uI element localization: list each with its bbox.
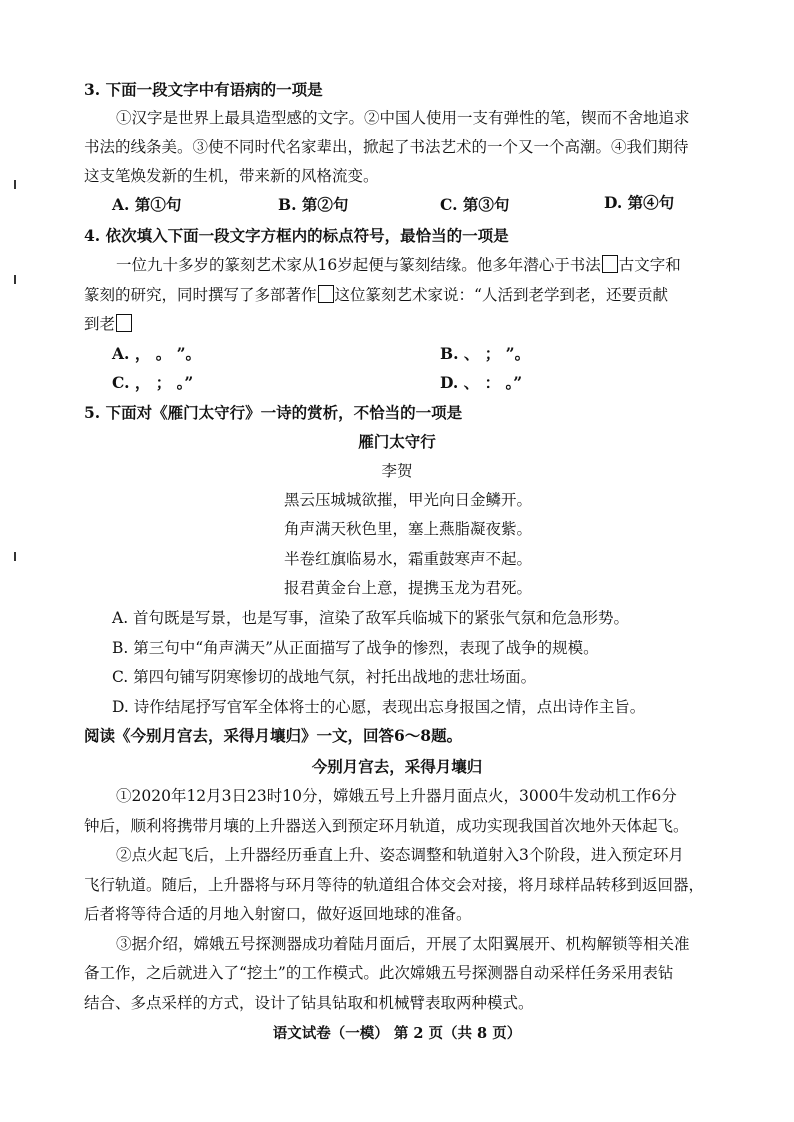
punctuation-blank-box <box>318 285 334 303</box>
reading-paragraph-line: 备工作，之后就进入了“挖土”的工作模式。此次嫦娥五号探测器自动采样任务采用表钻 <box>84 964 674 982</box>
q3-option-c: C. 第③句 <box>440 195 510 214</box>
q4-passage-line <box>84 314 133 334</box>
reading-intro: 阅读《今别月宫去，采得月壤归》一文，回答6～8题。 <box>84 726 463 745</box>
binding-mark <box>14 552 16 561</box>
q4-passage-line <box>84 285 668 305</box>
q4-option-c: C. ， ； 。” <box>112 373 194 392</box>
q4-passage-text: 古文字和 <box>618 256 681 274</box>
q4-passage-text: 一位九十多岁的篆刻艺术家从16岁起便与篆刻结缘。他多年潜心于书法 <box>116 256 601 274</box>
punctuation-blank-box <box>116 314 132 332</box>
binding-mark <box>14 180 16 189</box>
q5-option-b: B. 第三句中“角声满天”从正面描写了战争的惨烈，表现了战争的规模。 <box>112 639 599 657</box>
q3-stem: 3. 下面一段文字中有语病的一项是 <box>84 80 323 99</box>
q3-option-d: D. 第④句 <box>604 193 675 212</box>
reading-paragraph-line: 钟后，顺利将携带月壤的上升器送入到预定环月轨道，成功实现我国首次地外天体起飞。 <box>84 817 689 835</box>
reading-paragraph-line: ②点火起飞后，上升器经历垂直上升、姿态调整和轨道射入3个阶段，进入预定环月 <box>116 846 684 864</box>
reading-paragraph-line: 后者将等待合适的月地入射窗口，做好返回地球的准备。 <box>84 905 472 923</box>
reading-paragraph-line: 结合、多点采样的方式，设计了钻具钻取和机械臂表取两种模式。 <box>84 994 534 1012</box>
poem-line: 半卷红旗临易水，霜重鼓寒声不起。 <box>284 550 533 568</box>
q5-stem: 5. 下面对《雁门太守行》一诗的赏析，不恰当的一项是 <box>84 403 463 422</box>
q3-passage-line: 这支笔焕发新的生机，带来新的风格流变。 <box>84 167 379 185</box>
q4-passage-text: 篆刻的研究，同时撰写了多部著作 <box>84 286 317 304</box>
reading-paragraph-line: ③据介绍，嫦娥五号探测器成功着陆月面后，开展了太阳翼展开、机构解锁等相关准 <box>116 935 690 953</box>
binding-mark <box>14 275 16 284</box>
reading-paragraph-line: ①2020年12月3日23时10分，嫦娥五号上升器月面点火，3000牛发动机工作6分 <box>116 787 677 805</box>
poem-line: 角声满天秋色里，塞上燕脂凝夜紫。 <box>284 520 533 538</box>
reading-paragraph-line: 飞行轨道。随后，上升器将与环月等待的轨道组合体交会对接，将月球样品转移到返回器， <box>84 876 705 894</box>
page-footer: 语文试卷（一模） 第 2 页（共 8 页） <box>272 1025 522 1042</box>
q4-passage-text: 这位篆刻艺术家说：“人活到老学到老，还要贡献 <box>334 286 668 304</box>
reading-title: 今别月宫去，采得月壤归 <box>311 757 483 776</box>
q3-passage-line: 书法的线条美。③使不同时代名家辈出，掀起了书法艺术的一个又一个高潮。④我们期待 <box>84 138 689 156</box>
q3-option-b: B. 第②句 <box>278 195 349 214</box>
q5-option-a: A. 首句既是写景，也是写事，渲染了敌军兵临城下的紧张气氛和危急形势。 <box>112 609 630 627</box>
punctuation-blank-box <box>602 255 618 273</box>
poem-line: 黑云压城城欲摧，甲光向日金鳞开。 <box>284 491 533 509</box>
q3-passage-line: ①汉字是世界上最具造型感的文字。②中国人使用一支有弹性的笔，锲而不舍地追求 <box>116 109 690 127</box>
q5-option-d: D. 诗作结尾抒写官军全体将士的心愿，表现出忘身报国之情，点出诗作主旨。 <box>112 698 646 716</box>
poem-title: 雁门太守行 <box>358 432 436 451</box>
poem-line: 报君黄金台上意，提携玉龙为君死。 <box>284 579 533 597</box>
q4-option-d: D. 、 ： 。” <box>440 373 523 392</box>
q3-option-a: A. 第①句 <box>112 195 182 214</box>
q4-option-a: A. ， 。 ”。 <box>112 344 202 363</box>
q4-passage-text: 到老 <box>84 315 116 333</box>
poem-author: 李贺 <box>381 462 413 480</box>
q4-passage-line <box>116 255 681 275</box>
q4-option-b: B. 、 ； ”。 <box>440 344 531 363</box>
q5-option-c: C. 第四句铺写阴寒惨切的战地气氛，衬托出战地的悲壮场面。 <box>112 668 537 686</box>
q4-stem: 4. 依次填入下面一段文字方框内的标点符号，最恰当的一项是 <box>84 226 509 245</box>
